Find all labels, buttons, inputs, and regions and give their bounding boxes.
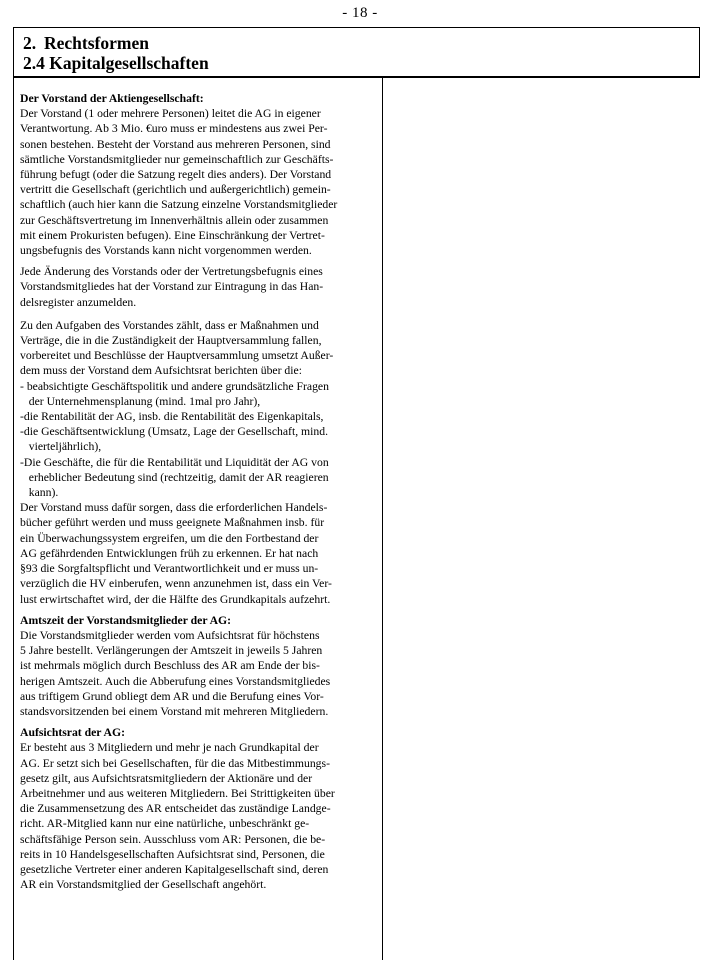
text-line: Die Vorstandsmitglieder werden vom Aufsichtsrat für höchstens — [20, 628, 320, 642]
text-line: kann). — [20, 486, 59, 500]
chapter-header — [13, 27, 700, 78]
text-line: reits in 10 Handelsgesellschaften Aufsichtsrat sind, Personen, die — [20, 847, 325, 861]
text-line: Er besteht aus 3 Mitgliedern und mehr je nach Grundkapital der — [20, 741, 319, 755]
section-heading: Der Vorstand der Aktiengesellschaft: — [20, 92, 204, 105]
text-line: Der Vorstand (1 oder mehrere Personen) leitet die AG in eigener — [20, 107, 321, 121]
paragraph — [20, 318, 386, 607]
text-line: Verantwortung. Ab 3 Mio. €uro muss er mindestens aus zwei Per- — [20, 122, 328, 136]
text-line: vierteljährlich), — [20, 440, 102, 454]
text-line: schaftlich (auch hier kann die Satzung einzelne Vorstandsmitglieder — [20, 198, 338, 212]
text-line: richt. AR-Mitglied kann nur eine natürliche, unbeschränkt ge- — [20, 817, 310, 831]
text-line: ist mehrmals möglich durch Beschluss des AR am Ende der bis- — [20, 659, 320, 673]
chapter-title-text: Rechtsformen — [44, 33, 149, 53]
text-line: 5 Jahre bestellt. Verlängerungen der Amtszeit in jeweils 5 Jahren — [20, 644, 323, 658]
section-heading: Amtszeit der Vorstandsmitglieder der AG: — [20, 613, 232, 627]
text-line: aus triftigem Grund obliegt dem AR und die Berufung eines Vor- — [20, 689, 324, 703]
text-line: erheblicher Bedeutung sind (rechtzeitig, damit der AR reagieren — [20, 470, 329, 484]
text-line: gesetz gilt, aus Aufsichtsratsmitgliedern der Aktionäre und der — [20, 771, 313, 785]
text-line: -die Rentabilität der AG, insb. die Rentabilität des Eigenkapitals, — [20, 410, 324, 424]
text-line: herigen Amtszeit. Auch die Abberufung eines Vorstandsmitgliedes — [20, 674, 331, 688]
text-line: führung befugt (oder die Satzung regelt dies anders). Der Vorstand — [20, 168, 332, 182]
text-line: schäftsfähige Person sein. Ausschluss vom AR: Personen, die be- — [20, 832, 326, 846]
text-line: Jede Änderung des Vorstands oder der Vertretungsbefugnis eines — [20, 265, 323, 279]
chapter-title — [23, 33, 149, 54]
text-line: Zu den Aufgaben des Vorstandes zählt, dass er Maßnahmen und — [20, 318, 319, 332]
text-line: AG gefährdenden Entwicklungen früh zu erkennen. Er hat nach — [20, 546, 319, 560]
text-line: Verträge, die in die Zuständigkeit der Hauptversammlung fallen, — [20, 334, 322, 348]
text-line: - beabsichtigte Geschäftspolitik und andere grundsätzliche Fragen — [20, 379, 329, 393]
text-line: -Die Geschäfte, die für die Rentabilität und Liquidität der AG von — [20, 455, 329, 469]
text-line: mit einem Prokuristen befugen). Eine Einschränkung der Vertret- — [20, 228, 325, 242]
section-title: 2.4 Kapitalgesellschaften — [23, 53, 209, 73]
text-line: sämtliche Vorstandsmitglieder nur gemeinschaftlich zur Geschäfts- — [20, 152, 334, 166]
paragraph — [20, 725, 386, 892]
text-line: ungsbefugnis des Vorstands kann nicht vorgenommen werden. — [20, 244, 312, 258]
paragraph — [20, 264, 386, 310]
text-line: AG. Er setzt sich bei Gesellschaften, für die das Mitbestimmungs- — [20, 756, 330, 770]
left-border — [13, 76, 14, 960]
text-line: dem muss der Vorstand dem Aufsichtsrat berichten über die: — [20, 364, 302, 378]
text-line: der Unternehmensplanung (mind. 1mal pro Jahr), — [20, 394, 261, 408]
text-line: Der Vorstand muss dafür sorgen, dass die erforderlichen Handels- — [20, 501, 328, 515]
text-column — [20, 91, 386, 892]
text-line: Vorstandsmitgliedes hat der Vorstand zur Eintragung in das Han- — [20, 280, 324, 294]
text-line: vorbereitet und Beschlüsse der Hauptversammlung umsetzt Außer- — [20, 349, 334, 363]
section-heading: Aufsichtsrat der AG: — [20, 726, 125, 740]
text-line: vertritt die Gesellschaft (gerichtlich und außergerichtlich) gemein- — [20, 183, 331, 197]
text-line: lust erwirtschaftet wird, der die Hälfte des Grundkapitals aufzehrt. — [20, 592, 331, 606]
text-line: standsvorsitzenden bei einem Vorstand mit mehreren Mitgliedern. — [20, 704, 329, 718]
text-line: -die Geschäftsentwicklung (Umsatz, Lage der Gesellschaft, mind. — [20, 425, 328, 439]
text-line: bücher geführt werden und muss geeignete Maßnahmen insb. für — [20, 516, 325, 530]
text-line: ein Überwachungssystem ergreifen, um die den Fortbestand der — [20, 531, 319, 545]
text-line: Arbeitnehmer und aus weiteren Mitgliedern. Bei Strittigkeiten über — [20, 786, 335, 800]
text-line: die Zusammensetzung des AR entscheidet das zuständige Landge- — [20, 802, 331, 816]
text-line: sonen bestehen. Besteht der Vorstand aus mehreren Personen, sind — [20, 137, 331, 151]
chapter-number: 2. — [23, 33, 37, 53]
paragraph — [20, 613, 386, 719]
text-line: zur Geschäftsvertretung im Innenverhältnis allein oder zusammen — [20, 213, 329, 227]
text-line: gesetzliche Vertreter einer anderen Kapitalgesellschaft sind, deren — [20, 862, 329, 876]
text-line: delsregister anzumelden. — [20, 295, 137, 309]
text-line: §93 die Sorgfaltspflicht und Verantwortlichkeit und er muss un- — [20, 562, 319, 576]
text-line: AR ein Vorstandsmitglied der Gesellschaft angehört. — [20, 878, 267, 892]
text-line: verzüglich die HV einberufen, wenn anzunehmen ist, dass ein Ver- — [20, 577, 332, 591]
page-number: - 18 - — [342, 5, 378, 21]
paragraph — [20, 91, 386, 258]
